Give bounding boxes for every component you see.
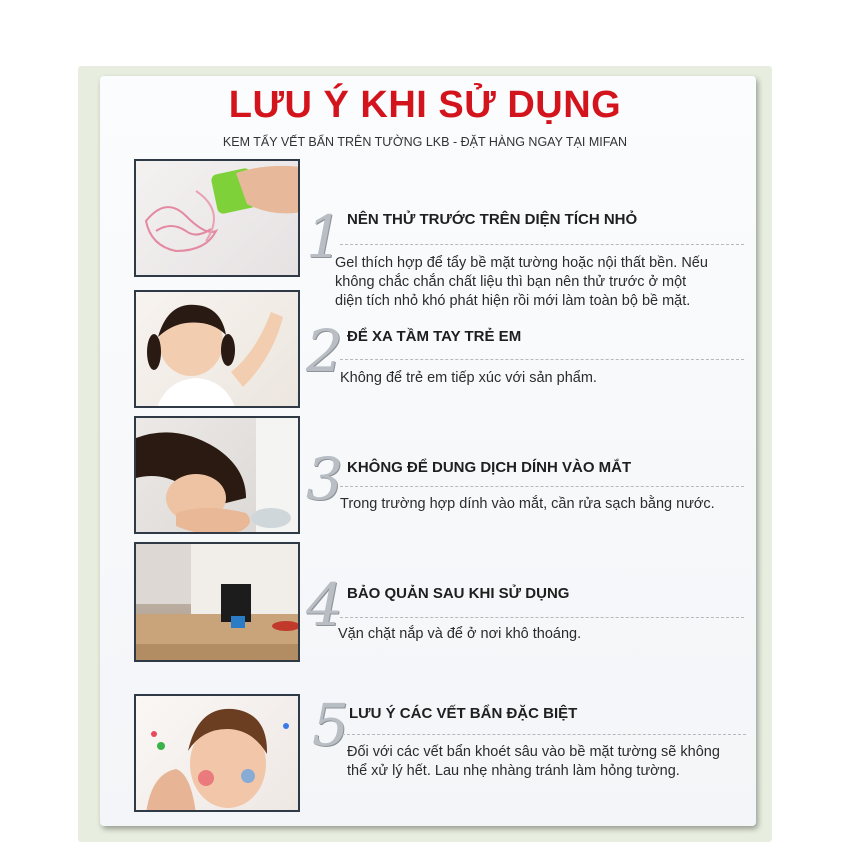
step-number-2: 2: [306, 317, 343, 385]
step-number-5: 5: [312, 691, 349, 759]
divider-2: [340, 359, 744, 360]
step-description-5: Đối với các vết bẩn khoét sâu vào bề mặt tường sẽ không thể xử lý hết. Lau nhẹ nhàng tránh làm hỏng tường.: [347, 744, 720, 779]
step-heading-5: LƯU Ý CÁC VẾT BẨN ĐẶC BIỆT: [349, 705, 578, 722]
step-heading-4: BẢO QUẢN SAU KHI SỬ DỤNG: [347, 585, 570, 602]
step-description-2: Không để trẻ em tiếp xúc với sản phẩm.: [340, 370, 597, 386]
face-washing-photo: [134, 416, 300, 534]
step-description-3: Trong trường hợp dính vào mắt, cần rửa sạch bằng nước.: [340, 496, 715, 512]
step-description-4: Vặn chặt nắp và để ở nơi khô thoáng.: [338, 626, 582, 642]
step-number-1: 1: [306, 203, 343, 271]
divider-4: [340, 617, 744, 618]
wall-cleaning-photo: [134, 159, 300, 277]
step-heading-3: KHÔNG ĐỂ DUNG DỊCH DÍNH VÀO MẮT: [347, 459, 632, 476]
divider-5: [342, 734, 746, 735]
step-description-1: Gel thích hợp để tẩy bề mặt tường hoặc nội thất bền. Nếu không chắc chắn chất liệu thì bạn nên thử trước ở một diện tích nhỏ khó phát hiện rồi mới làm toàn bộ bề mặt.: [335, 255, 708, 309]
child-photo: [134, 290, 300, 408]
storage-shelf-photo: [134, 542, 300, 662]
divider-1: [340, 244, 744, 245]
page-subtitle: KEM TẨY VẾT BẨN TRÊN TƯỜNG LKB - ĐẶT HÀNG NGAY TẠI MIFAN: [222, 135, 628, 149]
divider-3: [340, 486, 744, 487]
step-number-3: 3: [306, 445, 343, 513]
step-heading-2: ĐỂ XA TẦM TAY TRẺ EM: [347, 328, 522, 345]
painted-child-photo: [134, 694, 300, 812]
page-title: LƯU Ý KHI SỬ DỤNG: [228, 84, 622, 126]
step-number-4: 4: [306, 571, 343, 639]
step-heading-1: NÊN THỬ TRƯỚC TRÊN DIỆN TÍCH NHỎ: [347, 211, 638, 228]
